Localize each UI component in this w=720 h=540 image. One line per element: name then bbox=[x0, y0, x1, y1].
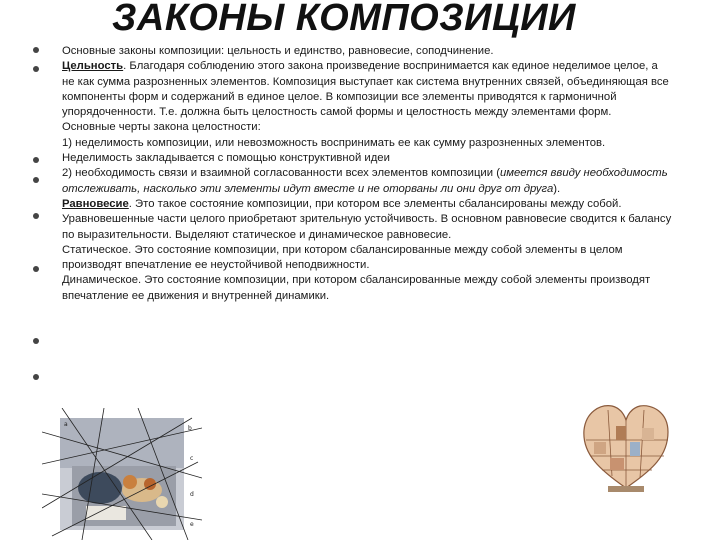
paragraph-static: Статическое. Это состояние композиции, при котором сбалансированные между собой элементы в целом производят впечатление ее неустойчивой неподвижности. bbox=[62, 243, 623, 272]
term-integrity: Цельность bbox=[62, 60, 124, 73]
painting-wall bbox=[60, 418, 184, 468]
page-title: ЗАКОНЫ КОМПОЗИЦИИ bbox=[112, 0, 576, 39]
bullet-8 bbox=[33, 374, 39, 380]
term-balance: Равновесие bbox=[62, 197, 129, 210]
heart-stand bbox=[608, 486, 644, 492]
label-a: а bbox=[64, 421, 68, 428]
integrity-text: . Благодаря соблюдению этого закона произведение воспринимается как единое неделимое целое, а не как сумма разрозненных элементов. Композиция выступает как система внутренних связей, объединяющая все компоненты форм и содержаний в единое целое. В композиции все элементы приводятся к гармоничной упорядоченности. Т.е. должна быть целостность самой формы и целостность между элементами форм. bbox=[62, 60, 669, 119]
bullet-4 bbox=[33, 177, 39, 183]
painting-fruit-3 bbox=[156, 496, 168, 508]
feature-2-italic: имеется ввиду необходимость отслеживать, насколько эти элементы идут вместе и не оторваны ли они друг от друга bbox=[62, 167, 668, 195]
paragraph-dynamic: Динамическое. Это состояние композиции, при котором сбалансированные между собой элементы производят впечатление ее движения и внутренней динамики. bbox=[62, 274, 651, 302]
bullet-5 bbox=[33, 213, 39, 219]
heart-mosaic-image bbox=[580, 400, 672, 496]
balance-text: . Это такое состояние композиции, при котором все элементы сбалансированы между собой. Уравновешенные части целого приобретают зрительную устойчивость. В основном равновесие сводится к балансу по выразительности. Выделяют статическое и динамическое равновесие. bbox=[62, 197, 672, 241]
mosaic-tile-2 bbox=[630, 442, 640, 456]
bullet-6 bbox=[33, 266, 39, 272]
paragraph-laws: Основные законы композиции: цельность и единство, равновесие, соподчинение. bbox=[62, 45, 494, 57]
mosaic-tile-3 bbox=[610, 458, 624, 470]
label-d: d bbox=[190, 491, 194, 498]
paragraph-integrity bbox=[62, 59, 672, 120]
paragraph-feature-2 bbox=[62, 166, 672, 197]
feature-2-end: ). bbox=[553, 182, 561, 195]
bullet-1 bbox=[33, 47, 39, 53]
bullet-7 bbox=[33, 338, 39, 344]
label-e: e bbox=[190, 521, 194, 528]
painting-vase bbox=[78, 472, 122, 504]
painting-cloth bbox=[86, 506, 126, 520]
paragraph-balance bbox=[62, 197, 672, 243]
mosaic-tile-4 bbox=[642, 428, 654, 440]
feature-2-text: 2) необходимость связи и взаимной согласованности всех элементов композиции ( bbox=[62, 167, 500, 180]
bullet-3 bbox=[33, 157, 39, 163]
body-text bbox=[62, 44, 672, 304]
mosaic-tile-5 bbox=[594, 442, 606, 454]
painting-fruit-1 bbox=[123, 475, 137, 489]
mosaic-tile-1 bbox=[616, 426, 626, 440]
paragraph-features: Основные черты закона целостности: bbox=[62, 121, 261, 134]
bullet-2 bbox=[33, 66, 39, 72]
label-c: c bbox=[190, 455, 194, 462]
paragraph-feature-1: 1) неделимость композиции, или невозможность воспринимать ее как сумму разрозненных элементов. Неделимость закладывается с помощью конструктивной идеи bbox=[62, 136, 606, 165]
composition-diagram-image bbox=[42, 408, 202, 540]
label-b: b bbox=[188, 425, 192, 432]
